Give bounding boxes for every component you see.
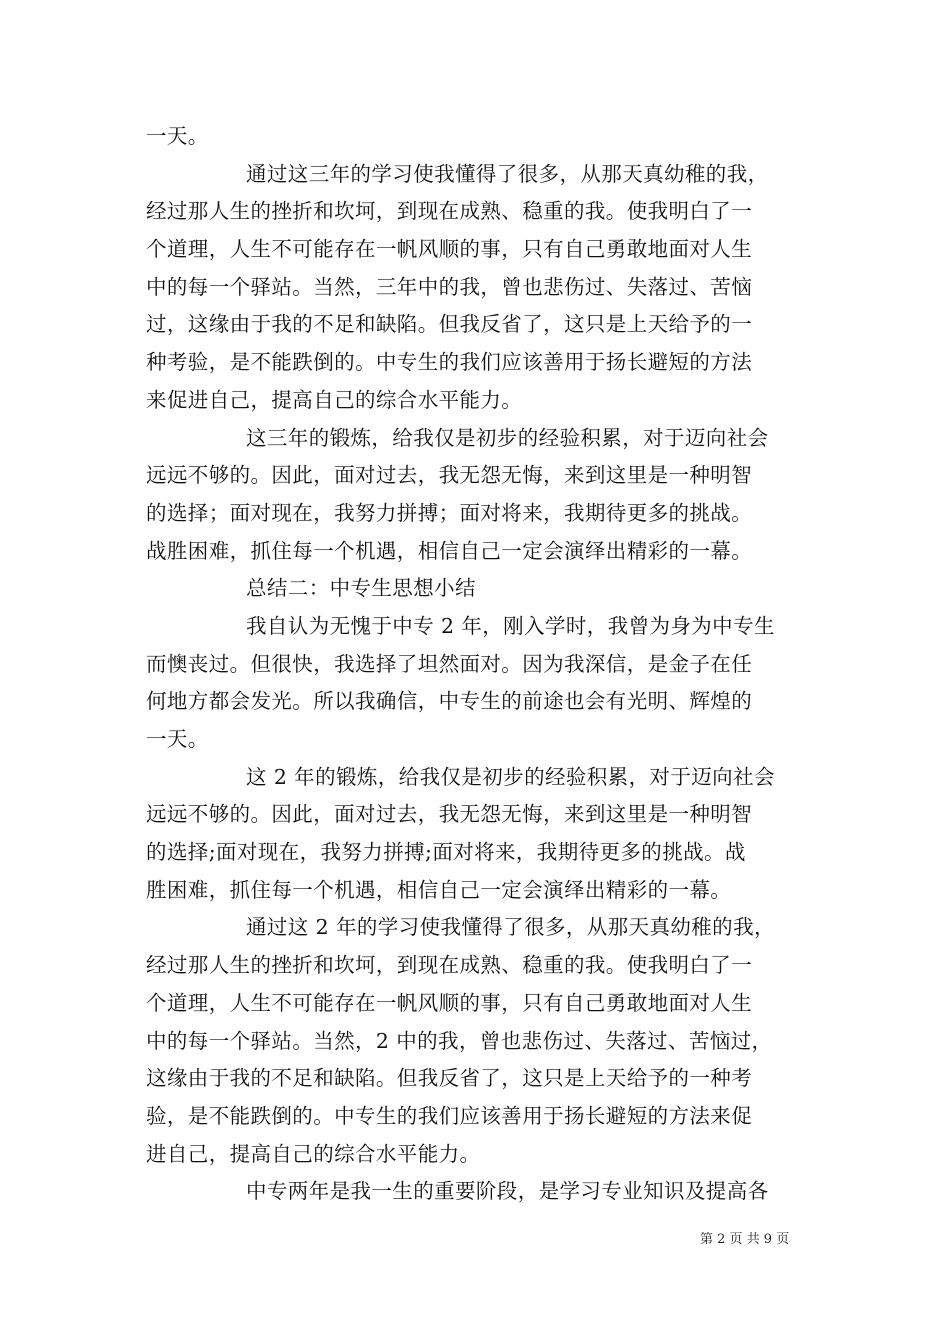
text-line: 个道理，人生不可能存在一帆风顺的事，只有自己勇敢地面对人生 [146,990,753,1015]
text-line: 这缘由于我的不足和缺陷。但我反省了，这只是上天给予的一种考 [146,1066,753,1091]
text-line: 个道理，人生不可能存在一帆风顺的事，只有自己勇敢地面对人生 [146,237,753,262]
text-line: 经过那人生的挫折和坎坷，到现在成熟、稳重的我。使我明白了一 [146,953,753,978]
text-line: 经过那人生的挫折和坎坷，到现在成熟、稳重的我。使我明白了一 [146,199,753,224]
text-line: 进自己，提高自己的综合水平能力。 [146,1141,481,1166]
text-line: 的选择;面对现在，我努力拼搏;面对将来，我期待更多的挑战。战 [146,840,746,865]
text-line: 何地方都会发光。所以我确信，中专生的前途也会有光明、辉煌的 [146,689,753,714]
text-line: 一天。 [146,124,209,148]
text-line: 这三年的锻炼，给我仅是初步的经验积累，对于迈向社会 [246,425,769,450]
text-line: 总结二：中专生思想小结 [246,576,476,601]
text-line: 通过这 2 年的学习使我懂得了很多，从那天真幼稚的我， [246,915,775,940]
text-line: 种考验，是不能跌倒的。中专生的我们应该善用于扬长避短的方法 [146,350,753,375]
text-line: 过，这缘由于我的不足和缺陷。但我反省了，这只是上天给予的一 [146,312,753,337]
text-line: 中专两年是我一生的重要阶段，是学习专业知识及提高各 [246,1179,769,1204]
text-line: 通过这三年的学习使我懂得了很多，从那天真幼稚的我， [246,161,769,186]
text-line: 验，是不能跌倒的。中专生的我们应该善用于扬长避短的方法来促 [146,1103,753,1128]
text-line: 我自认为无愧于中专 2 年，刚入学时，我曾为身为中专生 [246,613,775,638]
text-line: 的选择；面对现在，我努力拼搏；面对将来，我期待更多的挑战。 [146,500,753,525]
text-line: 中的每一个驿站。当然，三年中的我，曾也悲伤过、失落过、苦恼 [146,274,753,299]
text-line: 而懊丧过。但很快，我选择了坦然面对。因为我深信，是金子在任 [146,651,753,676]
text-line: 胜困难，抓住每一个机遇，相信自己一定会演绎出精彩的一幕。 [146,877,732,902]
text-line: 中的每一个驿站。当然，2 中的我，曾也悲伤过、失落过、苦恼过， [146,1028,773,1053]
text-line: 来促进自己，提高自己的综合水平能力。 [146,387,523,412]
page-number-footer: 第 2 页 共 9 页 [700,1232,790,1247]
text-line: 这 2 年的锻炼，给我仅是初步的经验积累，对于迈向社会 [246,764,775,789]
document-body [146,118,806,1211]
text-line: 远远不够的。因此，面对过去，我无怨无悔，来到这里是一种明智 [146,463,753,488]
text-line: 远远不够的。因此，面对过去，我无怨无悔，来到这里是一种明智 [146,802,753,827]
text-line: 战胜困难，抓住每一个机遇，相信自己一定会演绎出精彩的一幕。 [146,538,753,563]
text-line: 一天。 [146,727,209,751]
